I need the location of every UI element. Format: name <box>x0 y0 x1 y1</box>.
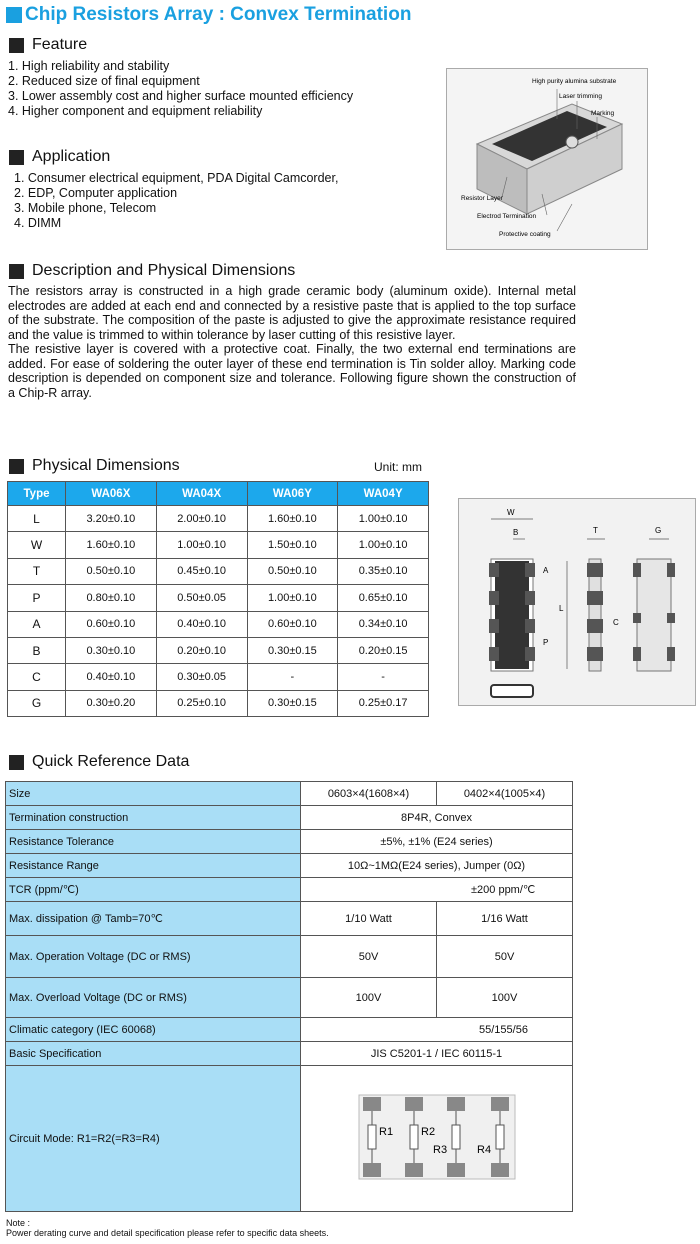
table-row <box>6 806 573 830</box>
section-square-icon <box>9 755 24 770</box>
table-cell: ±200 ppm/℃ <box>301 878 573 902</box>
table-cell: G <box>8 690 66 716</box>
table-header: Type <box>8 482 66 506</box>
table-row <box>6 1042 573 1066</box>
table-cell: - <box>338 664 429 690</box>
paragraph: The resistors array is constructed in a high grade ceramic body (aluminum oxide). Internal metal electrodes are added at each end and connected by a resistive paste that is applied to the top surface of the substrate. The composition of the paste is adjusted to give the approximate resistance required and the value is trimmed to within tolerance by laser cutting of this resistive layer. <box>8 284 576 342</box>
table-cell: 0.45±0.10 <box>156 558 247 584</box>
table-row <box>6 978 573 1018</box>
dim-label: T <box>593 526 598 535</box>
table-header: WA04Y <box>338 482 429 506</box>
table-row <box>6 902 573 936</box>
row-label: Max. Operation Voltage (DC or RMS) <box>6 936 301 978</box>
table-cell: 1.00±0.10 <box>156 532 247 558</box>
fig-label: Resistor Layer <box>461 195 503 202</box>
row-label: Max. dissipation @ Tamb=70℃ <box>6 902 301 936</box>
resistor-label: R4 <box>476 1144 491 1156</box>
table-cell: 100V <box>437 978 573 1018</box>
table-cell: 0.30±0.05 <box>156 664 247 690</box>
footnote <box>6 1218 329 1238</box>
table-cell: P <box>8 585 66 611</box>
table-row <box>6 830 573 854</box>
unit-label: Unit: mm <box>374 460 422 474</box>
resistor-label: R3 <box>432 1144 447 1156</box>
table-cell: 8P4R, Convex <box>301 806 573 830</box>
table-row <box>6 854 573 878</box>
note-title: Note : <box>6 1218 31 1228</box>
feature-list <box>8 59 353 119</box>
table-cell: 0402×4(1005×4) <box>437 782 573 806</box>
table-cell: 1.00±0.10 <box>338 506 429 532</box>
table-cell: B <box>8 637 66 663</box>
table-cell: 0.50±0.10 <box>66 558 157 584</box>
table-row <box>8 637 429 663</box>
table-row <box>8 690 429 716</box>
table-header: WA06Y <box>247 482 338 506</box>
table-cell: 0.60±0.10 <box>247 611 338 637</box>
table-cell: 0.34±0.10 <box>338 611 429 637</box>
table-cell: A <box>8 611 66 637</box>
row-label: Climatic category (IEC 60068) <box>6 1018 301 1042</box>
dimension-diagram <box>458 498 696 706</box>
list-item: 2. Reduced size of final equipment <box>8 74 200 88</box>
table-header: WA04X <box>156 482 247 506</box>
resistor-label: R2 <box>420 1126 435 1138</box>
table-cell: 0.30±0.15 <box>247 690 338 716</box>
dimensions-table <box>7 481 429 717</box>
fig-label: Electrod Termination <box>477 213 537 220</box>
row-label: Circuit Mode: R1=R2(=R3=R4) <box>6 1066 301 1212</box>
application-list <box>14 171 338 231</box>
list-item: 1. Consumer electrical equipment, PDA Digital Camcorder, <box>14 171 339 185</box>
table-cell: - <box>247 664 338 690</box>
table-cell: 0.50±0.05 <box>156 585 247 611</box>
note-text: Power derating curve and detail specification please refer to specific data sheets. <box>6 1228 329 1238</box>
quick-reference-table <box>5 781 573 1212</box>
table-cell: 1/10 Watt <box>301 902 437 936</box>
list-item: 3. Mobile phone, Telecom <box>14 201 157 215</box>
row-label: Size <box>6 782 301 806</box>
table-cell: 0.25±0.17 <box>338 690 429 716</box>
row-label: Termination construction <box>6 806 301 830</box>
section-square-icon <box>9 150 24 165</box>
dim-label: A <box>543 566 549 575</box>
section-square-icon <box>9 264 24 279</box>
table-cell: 0.25±0.10 <box>156 690 247 716</box>
table-row <box>8 532 429 558</box>
table-cell: 0.60±0.10 <box>66 611 157 637</box>
table-row <box>6 1066 573 1212</box>
title-square-icon <box>6 7 22 23</box>
row-label: Basic Specification <box>6 1042 301 1066</box>
dim-label: C <box>613 618 619 627</box>
list-item: 3. Lower assembly cost and higher surface mounted efficiency <box>8 89 354 103</box>
table-cell: ±5%, ±1% (E24 series) <box>301 830 573 854</box>
table-cell: 2.00±0.10 <box>156 506 247 532</box>
fig-label: Marking <box>591 110 615 117</box>
table-cell: 0.80±0.10 <box>66 585 157 611</box>
section-square-icon <box>9 459 24 474</box>
description-heading: Description and Physical Dimensions <box>9 262 295 280</box>
fig-label: Protective coating <box>499 231 551 238</box>
fig-label: Laser trimming <box>559 93 602 100</box>
list-item: 1. High reliability and stability <box>8 59 170 73</box>
table-cell: T <box>8 558 66 584</box>
table-cell: 0.30±0.15 <box>247 637 338 663</box>
table-header-row <box>8 482 429 506</box>
list-item: 4. Higher component and equipment reliability <box>8 104 263 118</box>
dim-label: B <box>513 528 519 537</box>
table-cell: 50V <box>437 936 573 978</box>
chip-construction-diagram <box>447 69 647 249</box>
section-square-icon <box>9 38 24 53</box>
description-text <box>8 284 576 400</box>
dimension-drawing <box>459 499 695 705</box>
paragraph: The resistive layer is covered with a protective coat. Finally, the two external end terminations are added. For ease of soldering the outer layer of these end termination is Tin solder alloy. Marking code description is depended on component size and tolerance. Following figure shown the construction of a Chip-R array. <box>8 342 576 400</box>
table-cell: 1/16 Watt <box>437 902 573 936</box>
table-cell: 0.30±0.20 <box>66 690 157 716</box>
table-row <box>6 782 573 806</box>
table-cell: L <box>8 506 66 532</box>
table-row <box>6 878 573 902</box>
table-cell: 0603×4(1608×4) <box>301 782 437 806</box>
table-cell: 55/155/56 <box>301 1018 573 1042</box>
page-title: Chip Resistors Array : Convex Termination <box>6 4 411 26</box>
circuit-cell <box>301 1066 573 1212</box>
table-row <box>8 558 429 584</box>
application-heading: Application <box>9 148 110 166</box>
table-cell: 0.20±0.10 <box>156 637 247 663</box>
table-cell: 0.35±0.10 <box>338 558 429 584</box>
physical-heading: Physical Dimensions <box>9 457 180 475</box>
construction-figure <box>446 68 648 250</box>
table-row <box>6 1018 573 1042</box>
table-cell: 0.65±0.10 <box>338 585 429 611</box>
table-cell: 0.20±0.15 <box>338 637 429 663</box>
row-label: Max. Overload Voltage (DC or RMS) <box>6 978 301 1018</box>
table-header: WA06X <box>66 482 157 506</box>
row-label: TCR (ppm/℃) <box>6 878 301 902</box>
table-cell: JIS C5201-1 / IEC 60115-1 <box>301 1042 573 1066</box>
table-cell: 1.50±0.10 <box>247 532 338 558</box>
fig-label: High purity alumina substrate <box>532 78 617 85</box>
table-cell: 0.30±0.10 <box>66 637 157 663</box>
resistor-label: R1 <box>378 1126 393 1138</box>
list-item: 2. EDP, Computer application <box>14 186 178 200</box>
table-cell: 10Ω~1MΩ(E24 series), Jumper (0Ω) <box>301 854 573 878</box>
row-label: Resistance Range <box>6 854 301 878</box>
table-cell: 0.40±0.10 <box>156 611 247 637</box>
table-cell: C <box>8 664 66 690</box>
quick-heading: Quick Reference Data <box>9 753 189 771</box>
row-label: Resistance Tolerance <box>6 830 301 854</box>
table-cell: 100V <box>301 978 437 1018</box>
table-row <box>8 664 429 690</box>
table-row <box>6 936 573 978</box>
table-cell: 1.00±0.10 <box>338 532 429 558</box>
table-cell: 3.20±0.10 <box>66 506 157 532</box>
table-cell: W <box>8 532 66 558</box>
feature-heading: Feature <box>9 36 87 54</box>
table-cell: 50V <box>301 936 437 978</box>
dim-label: P <box>543 638 549 647</box>
dim-label: G <box>655 526 662 535</box>
table-cell: 1.60±0.10 <box>247 506 338 532</box>
table-cell: 1.60±0.10 <box>66 532 157 558</box>
table-cell: 0.40±0.10 <box>66 664 157 690</box>
dim-label: W <box>507 508 515 517</box>
table-row <box>8 585 429 611</box>
table-cell: 0.50±0.10 <box>247 558 338 584</box>
dim-label: L <box>559 604 564 613</box>
circuit-diagram <box>357 1089 517 1185</box>
table-row <box>8 611 429 637</box>
table-cell: 1.00±0.10 <box>247 585 338 611</box>
list-item: 4. DIMM <box>14 216 62 230</box>
table-row <box>8 506 429 532</box>
